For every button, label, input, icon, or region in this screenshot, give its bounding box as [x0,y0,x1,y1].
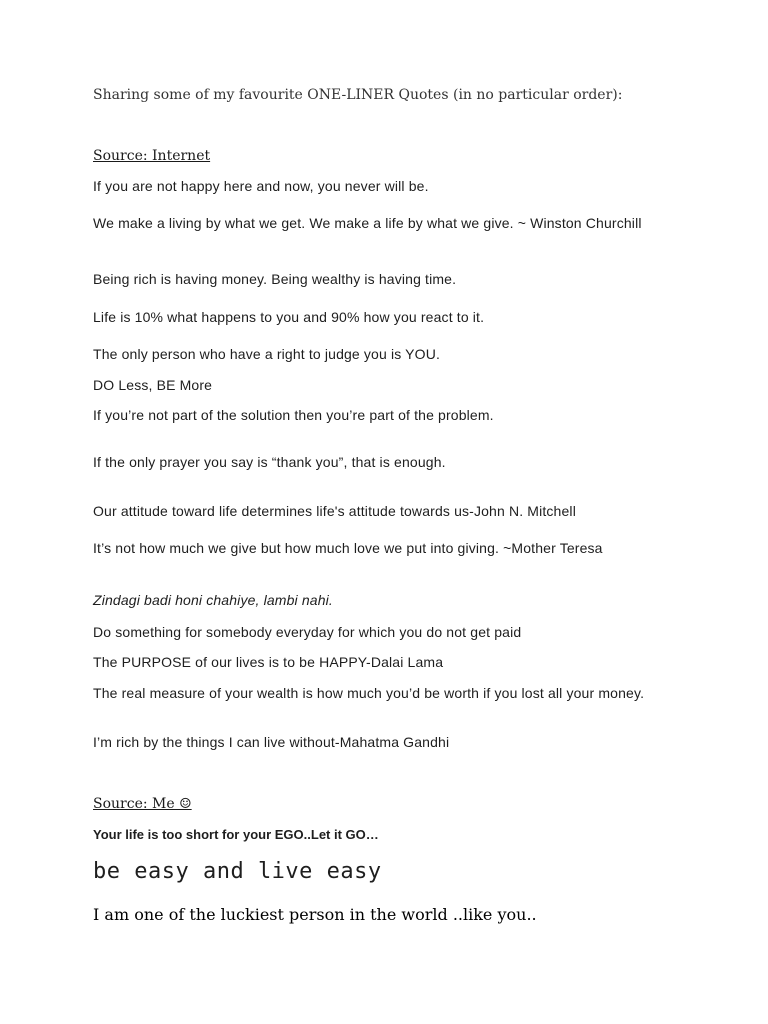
quote: Do something for somebody everyday for which you do not get paid [93,624,522,640]
quote: If the only prayer you say is “thank you”, that is enough. [93,454,446,470]
quote-serif: I am one of the luckiest person in the world ..like you.. [93,905,537,924]
quote: If you are not happy here and now, you never will be. [93,178,429,194]
section-heading-me: Source: Me ☺ [93,796,192,812]
quote: Being rich is having money. Being wealthy is having time. [93,271,457,287]
quote: DO Less, BE More [93,377,213,393]
quote: It’s not how much we give but how much love we put into giving. ~Mother Teresa [93,540,603,556]
quote: Our attitude toward life determines life's attitude towards us-John N. Mitchell [93,503,576,519]
quote: We make a living by what we get. We make a life by what we give. ~ Winston Churchill [93,215,642,231]
quote: The real measure of your wealth is how much you’d be worth if you lost all your money. [93,685,645,701]
intro-text: Sharing some of my favourite ONE-LINER Quotes (in no particular order): [93,87,623,103]
quote: The only person who have a right to judge you is YOU. [93,346,440,362]
quote: If you’re not part of the solution then you’re part of the problem. [93,407,494,423]
section-heading-internet: Source: Internet [93,148,211,164]
quote-bold: Your life is too short for your EGO..Let it GO… [93,827,379,842]
quote: I’m rich by the things I can live without-Mahatma Gandhi [93,734,450,750]
quote-italic: Zindagi badi honi chahiye, lambi nahi. [93,592,333,608]
quote-monospace: be easy and live easy [93,859,382,884]
quote: The PURPOSE of our lives is to be HAPPY-Dalai Lama [93,654,444,670]
quote: Life is 10% what happens to you and 90% how you react to it. [93,309,485,325]
